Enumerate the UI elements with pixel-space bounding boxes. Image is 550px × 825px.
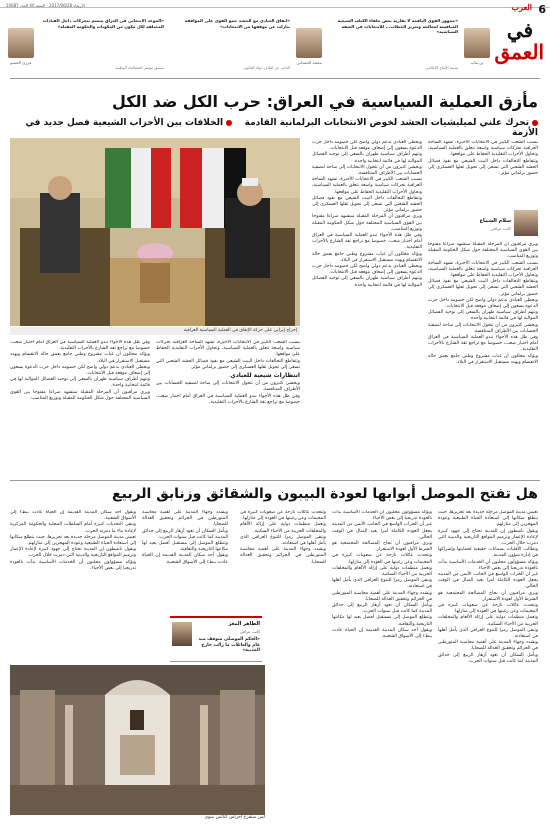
- dateline: الأربعاء 2017/06/28 - السنة 40 العدد 10687: [6, 3, 85, 8]
- columnist-name: عرزى الحسو: [10, 60, 32, 65]
- story1-column-2: [312, 140, 422, 474]
- paragraph: ويؤكد محللون أن غياب مشروع وطني جامع يعمق حالة الانقسام ويهدد مستقبل الاستقرار في البلاد.: [428, 353, 538, 365]
- paragraph: ويؤكد مسؤولون محليون أن الخدمات الأساسية بدأت بالعودة تدريجيا إلى بعض الأحياء.: [438, 559, 538, 571]
- section-logo-line1: في: [506, 18, 534, 42]
- paragraph: ويرى مراقبون أن نجاح المصالحة المجتمعية هو الشرط الأول لعودة الاستقرار.: [332, 541, 432, 553]
- paragraph: ويقول أحد سكان المدينة القديمة إن الحياة عادت ببطء إلى الأسواق الشعبية.: [10, 510, 136, 522]
- paragraph: ويؤكد مسؤولون محليون أن الخدمات الأساسية بدأت بالعودة تدريجيا إلى بعض الأحياء.: [10, 559, 136, 571]
- paragraph: وتتقاطع التحالفات داخل البيت الشيعي مع نفوذ فصائل الحشد الشعبي التي تسعى إلى تحويل ثقلها العسكري إلى حضور برلماني مؤثر.: [428, 158, 538, 177]
- paragraph: تعيش مدينة الموصل مرحلة جديدة بعد تحريرها، حيث يتطلع سكانها إلى استعادة الحياة الطبيعية وعودة المهجرين إلى منازلهم.: [438, 510, 538, 528]
- paragraph: ويرى مراقبون أن نجاح المصالحة المجتمعية هو الشرط الأول لعودة الاستقرار.: [438, 590, 538, 602]
- church-photo: [10, 665, 265, 815]
- columnist-box-2: [172, 14, 322, 74]
- story1-column-1: [428, 242, 538, 474]
- story2-column-1: [438, 510, 538, 815]
- author-photo: [514, 210, 538, 236]
- paragraph: بسبب الشعب الكبير في الانتخابات الأخيرة، تشهد الساحة العراقية تحركات سياسية واسعة تتعلق بالعملية السياسية، وتحاول الأحزاب التقليدية الحفاظ على مواقعها.: [428, 140, 538, 158]
- church-photo-caption: لمن ستقرع أجراس كنائس نينوى: [204, 815, 265, 820]
- story1-intro: [428, 140, 538, 208]
- paragraph: وتتقاطع التحالفات داخل البيت الشيعي مع نفوذ فصائل الحشد الشعبي التي تسعى إلى تحويل ثقلها العسكري إلى حضور برلماني مؤثر.: [312, 195, 422, 214]
- paragraph: بسبب الشعب الكبير في الانتخابات الأخيرة، تشهد الساحة العراقية تحركات سياسية واسعة تتعلق بالعملية السياسية، وتحاول الأحزاب التقليدية الحفاظ على مواقعها.: [156, 340, 300, 358]
- paragraph: غير أن الخراب الواسع في الجانب الأيمن من المدينة يجعل العودة الكاملة أمرا بعيد المنال في الوقت الحالي.: [438, 572, 538, 590]
- columnist-title: النائب عن ائتلاف دولة القانون: [243, 65, 290, 70]
- paragraph: وتعمل منظمات دولية على إزالة الألغام والمخلفات الحربية من الأحياء السكنية.: [438, 615, 538, 627]
- columnist-quote: «الموعد الانتخابي في العراق متسم بتحركات داخل القيادات المختلفة لكل مكون من المكونات والحكومة المقبلة»: [42, 18, 164, 29]
- paragraph: بسبب الشعب الكبير في الانتخابات الأخيرة، تشهد الساحة العراقية تحركات سياسية واسعة تتعلق بالعملية السياسية، وتحاول الأحزاب التقليدية الحفاظ على مواقعها.: [312, 177, 422, 195]
- paragraph: وتتحدث عائلات نازحة عن صعوبات كبيرة في المخيمات وعن رغبتها في العودة إلى منازلها.: [332, 553, 432, 565]
- author-role: كاتب عراقي: [490, 226, 511, 231]
- paragraph: ويحظى العبادي بدعم دولي واضح لكن خصومه داخل حزب الدعوة يسعون إلى إضعاف موقعه قبل الانتخابات.: [428, 297, 538, 310]
- columnist-name: بن نتاب: [470, 60, 484, 65]
- story1-column-3: [10, 340, 150, 474]
- paragraph: ويرى مراقبون أن المرحلة المقبلة ستشهد صراعا مفتوحا بين القوى السياسية المختلفة حول شكل الحكومة المقبلة وتوزيع المناصب.: [428, 242, 538, 260]
- paragraph: ويؤكد مسؤولون محليون أن الخدمات الأساسية بدأت بالعودة تدريجيا إلى بعض الأحياء.: [332, 510, 432, 522]
- bullet-icon: [532, 120, 538, 126]
- paragraph: ويشدد وجهاء المدينة على أهمية محاسبة المتورطين في الجرائم وتحقيق العدالة للضحايا.: [240, 547, 326, 565]
- columnist-photo: [8, 28, 34, 58]
- paragraph: ويخشى كثيرون من أن تتحول الانتخابات إلى ساحة لتصفية الحسابات بين الأطراف المتنافسة.: [156, 381, 300, 393]
- columnist-quote: «اتفاق العبادي مع الحشد جمع القوى على الموافقة تنازلت عن موقفها من الانتخابات»: [184, 18, 290, 29]
- columnist-title: منسق مؤتمر المصالحة الوطنية: [115, 65, 164, 70]
- subhead-1: تحرك علني لميليشيات الحشد لخوض الانتخابات البرلمانية القادمة: [244, 118, 529, 128]
- section-logo-line2: العمق: [494, 40, 544, 64]
- paragraph: وتتهم أطراف سياسية طهران بالسعي إلى توحيد الفصائل الموالية لها في قائمة انتخابية واحدة.: [312, 276, 422, 288]
- paragraph: ويؤكد محللون أن غياب مشروع وطني جامع يعمق حالة الانقسام ويهدد مستقبل الاستقرار في البلاد.: [10, 352, 150, 364]
- paragraph: وتبقى الموصل رمزا للتنوع العراقي الذي يأمل أهلها في استعادته.: [332, 578, 432, 590]
- story2-column-5-text: [10, 510, 136, 660]
- author2-name: الطاهر المعز: [228, 621, 260, 627]
- paragraph: وتبقى الموصل رمزا للتنوع العراقي الذي يأمل أهلها في استعادته.: [438, 627, 538, 640]
- paragraph: وفي ظل هذه الأجواء تبدو العملية السياسية في العراق أمام اختبار صعب، خصوصا مع تراجع ثقة الشارع بالأحزاب التقليدية.: [312, 233, 422, 251]
- paragraph: وتطالب الأقليات بضمانات حقيقية لحمايتها وإشراكها في إدارة شؤون المدينة.: [438, 547, 538, 559]
- paragraph: وفي ظل هذه الأجواء تبدو العملية السياسية في العراق أمام اختبار صعب، خصوصا مع تراجع ثقة الشارع بالأحزاب التقليدية.: [10, 340, 150, 352]
- paragraph: ويشدد وجهاء المدينة على أهمية محاسبة المتورطين في الجرائم وتحقيق العدالة للضحايا.: [142, 510, 228, 528]
- story1-column-4: [156, 340, 300, 474]
- paragraph: ويخشى كثيرون من أن تتحول الانتخابات إلى ساحة لتصفية الحسابات بين الأطراف المتنافسة.: [428, 322, 538, 334]
- paragraph: ويشدد وجهاء المدينة على أهمية محاسبة المتورطين في الجرائم وتحقيق العدالة للضحايا.: [332, 590, 432, 602]
- paragraph: وتتهم أطراف سياسية طهران بالسعي إلى توحيد الفصائل الموالية لها في قائمة انتخابية واحدة.: [312, 152, 422, 164]
- paragraph: وتتقاطع التحالفات داخل البيت الشيعي مع نفوذ فصائل الحشد الشعبي التي تسعى إلى تحويل ثقلها العسكري إلى حضور برلماني مؤثر.: [156, 358, 300, 370]
- author-name: سلام الشماع: [479, 218, 511, 224]
- paragraph: وتتحدث عائلات نازحة عن صعوبات كبيرة في المخيمات وعن رغبتها في العودة إلى منازلها.: [438, 603, 538, 615]
- author2-quote: «الحكم الموصلي متوقف منذ عام والعائلات ما زالت خارج المدينة»: [198, 637, 260, 654]
- columnist-photo: [464, 28, 490, 58]
- author2-block: [170, 616, 262, 662]
- columnist-quote: «جمهور القوى الناقمة لا تقاربه بعض حلفاء الكتلة، الشيعية المنافسة لمعالجة وتعزيز الخطاب... للانتخابات في الضفة السياسية»: [337, 18, 458, 35]
- paragraph: تعيش مدينة الموصل مرحلة جديدة بعد تحريرها، حيث يتطلع سكانها إلى استعادة الحياة الطبيعية وعودة المهجرين إلى منازلهم.: [10, 534, 136, 547]
- paragraph: ويقول أحد سكان المدينة القديمة إن الحياة عادت ببطء إلى الأسواق الشعبية.: [332, 627, 432, 640]
- story2-column-5: [10, 510, 136, 660]
- bullet-icon: [226, 120, 232, 126]
- subhead-2: الخلافات بين الأحزاب الشيعية فصل جديد في الأزمة: [25, 118, 538, 138]
- divider: [10, 78, 540, 79]
- paragraph: ويشدد وجهاء المدينة على أهمية محاسبة المتورطين في الجرائم وتحقيق العدالة للضحايا.: [438, 640, 538, 652]
- paragraph: ويقول أحد سكان المدينة القديمة إن الحياة عادت ببطء إلى الأسواق الشعبية.: [142, 553, 228, 565]
- paragraph: وتبقى الموصل رمزا للتنوع العراقي الذي يأمل أهلها في استعادته.: [240, 534, 326, 547]
- section-logo: [496, 20, 544, 70]
- paragraph: ويقول ناشطون إن المدينة تحتاج إلى جهود كبيرة لإعادة الإعمار وترميم المواقع التاريخية والدينية التي دمرت خلال الحرب.: [10, 547, 136, 559]
- subheads: [12, 118, 538, 138]
- paragraph: ويؤكد محللون أن غياب مشروع وطني جامع يعمق حالة الانقسام ويهدد مستقبل الاستقرار في البلاد.: [312, 251, 422, 263]
- paragraph: ويخشى كثيرون من أن تتحول الانتخابات إلى ساحة لتصفية الحسابات بين الأطراف المتنافسة.: [312, 164, 422, 177]
- none-4: [10, 346, 140, 350]
- paragraph: ويأمل السكان أن تعود أزهار الربيع إلى حدائق المدينة كما كانت قبل سنوات الحرب.: [142, 528, 228, 540]
- newspaper-brand: العرب: [511, 2, 532, 12]
- paragraph: ويرى مراقبون أن المرحلة المقبلة ستشهد صراعا مفتوحا بين القوى السياسية المختلفة حول شكل الحكومة المقبلة وتوزيع المناصب.: [312, 214, 422, 232]
- columnist-box-1: [330, 14, 490, 74]
- paragraph: وتتهم أطراف سياسية طهران بالسعي إلى توحيد الفصائل الموالية لها في قائمة انتخابية واحدة.: [10, 377, 150, 389]
- paragraph: وتتهم أطراف سياسية طهران بالسعي إلى توحيد الفصائل الموالية لها في قائمة انتخابية واحدة.: [428, 310, 538, 322]
- story2-column-2: [332, 510, 432, 815]
- paragraph: وتبقى التحديات كبيرة أمام السلطات المحلية والحكومة المركزية لإعادة بناء ما دمرته الحرب.: [10, 522, 136, 534]
- lead-photo-caption: إحراج إيراني على حركة الإتفاق في العملية السياسية العراقية: [10, 327, 300, 335]
- main-headline: مأزق العملية السياسية في العراق: حرب الكل ضد الكل: [111, 92, 538, 111]
- divider: [10, 480, 540, 481]
- church-photo-illustration: [10, 665, 265, 815]
- lead-photo: [10, 138, 300, 326]
- paragraph: ويرى مراقبون أن المرحلة المقبلة ستشهد صراعا مفتوحا بين القوى السياسية المختلفة حول شكل الحكومة المقبلة وتوزيع المناصب.: [10, 389, 150, 401]
- paragraph: وتتطلع الموصل إلى مستقبل أفضل يعيد لها مكانتها التاريخية والثقافية.: [142, 541, 228, 553]
- second-headline: هل تفتح الموصل أبوابها لعودة البيبون والشقائق وزنابق الربيع: [112, 486, 538, 502]
- lead-photo-illustration: [10, 138, 300, 326]
- paragraph: غير أن الخراب الواسع في الجانب الأيمن من المدينة يجعل العودة الكاملة أمرا بعيد المنال في الوقت الحالي.: [332, 522, 432, 540]
- paragraph: وتعمل منظمات دولية على إزالة الألغام والمخلفات الحربية من الأحياء السكنية.: [240, 522, 326, 534]
- author-block: [468, 210, 538, 238]
- columnist-box-3: [8, 14, 164, 74]
- paragraph: بسبب الشعب الكبير في الانتخابات الأخيرة، تشهد الساحة العراقية تحركات سياسية واسعة تتعلق بالعملية السياسية، وتحاول الأحزاب التقليدية الحفاظ على مواقعها.: [428, 260, 538, 279]
- paragraph: ويأمل السكان أن تعود أزهار الربيع إلى حدائق المدينة كما كانت قبل سنوات الحرب.: [438, 652, 538, 664]
- author2-photo: [172, 622, 192, 646]
- paragraph: وتتحدث عائلات نازحة عن صعوبات كبيرة في المخيمات وعن رغبتها في العودة إلى منازلها.: [240, 510, 326, 522]
- author2-role: كاتب عراقي: [239, 629, 260, 634]
- paragraph: وفي ظل هذه الأجواء تبدو العملية السياسية في العراق أمام اختبار صعب، خصوصا مع تراجع ثقة الشارع بالأحزاب التقليدية.: [156, 393, 300, 405]
- columnist-title: مدينة الإنتاج الإعلامي: [425, 65, 458, 70]
- paragraph: وفي ظل هذه الأجواء تبدو العملية السياسية في العراق أمام اختبار صعب، خصوصا مع تراجع ثقة الشارع بالأحزاب التقليدية.: [428, 335, 538, 353]
- paragraph: ويحظى العبادي بدعم دولي واضح لكن خصومه داخل حزب الدعوة يسعون إلى إضعاف موقعه قبل الانتخابات.: [312, 264, 422, 276]
- paragraph: وتعمل منظمات دولية على إزالة الألغام والمخلفات الحربية من الأحياء السكنية.: [332, 565, 432, 578]
- columnist-name: محمد الحمداني: [296, 60, 322, 65]
- paragraph: ويحظى العبادي بدعم دولي واضح لكن خصومه داخل حزب الدعوة يسعون إلى إضعاف موقعه قبل الانتخابات.: [312, 140, 422, 152]
- paragraph: ويحظى العبادي بدعم دولي واضح لكن خصومه داخل حزب الدعوة يسعون إلى إضعاف موقعه قبل الانتخابات.: [10, 364, 150, 377]
- story1-subhead: انتظارات شيعية للعبادي: [230, 372, 300, 380]
- paragraph: ويأمل السكان أن تعود أزهار الربيع إلى حدائق المدينة كما كانت قبل سنوات الحرب.: [332, 603, 432, 615]
- paragraph: وتتطلع الموصل إلى مستقبل أفضل يعيد لها مكانتها التاريخية والثقافية.: [332, 615, 432, 627]
- columnist-photo: [296, 28, 322, 58]
- page-number: 6: [538, 3, 546, 16]
- paragraph: ويقول ناشطون إن المدينة تحتاج إلى جهود كبيرة لإعادة الإعمار وترميم المواقع التاريخية والدينية التي دمرت خلال الحرب.: [438, 528, 538, 547]
- paragraph: وتتقاطع التحالفات داخل البيت الشيعي مع نفوذ فصائل الحشد الشعبي التي تسعى إلى تحويل ثقلها العسكري إلى حضور برلماني مؤثر.: [428, 279, 538, 297]
